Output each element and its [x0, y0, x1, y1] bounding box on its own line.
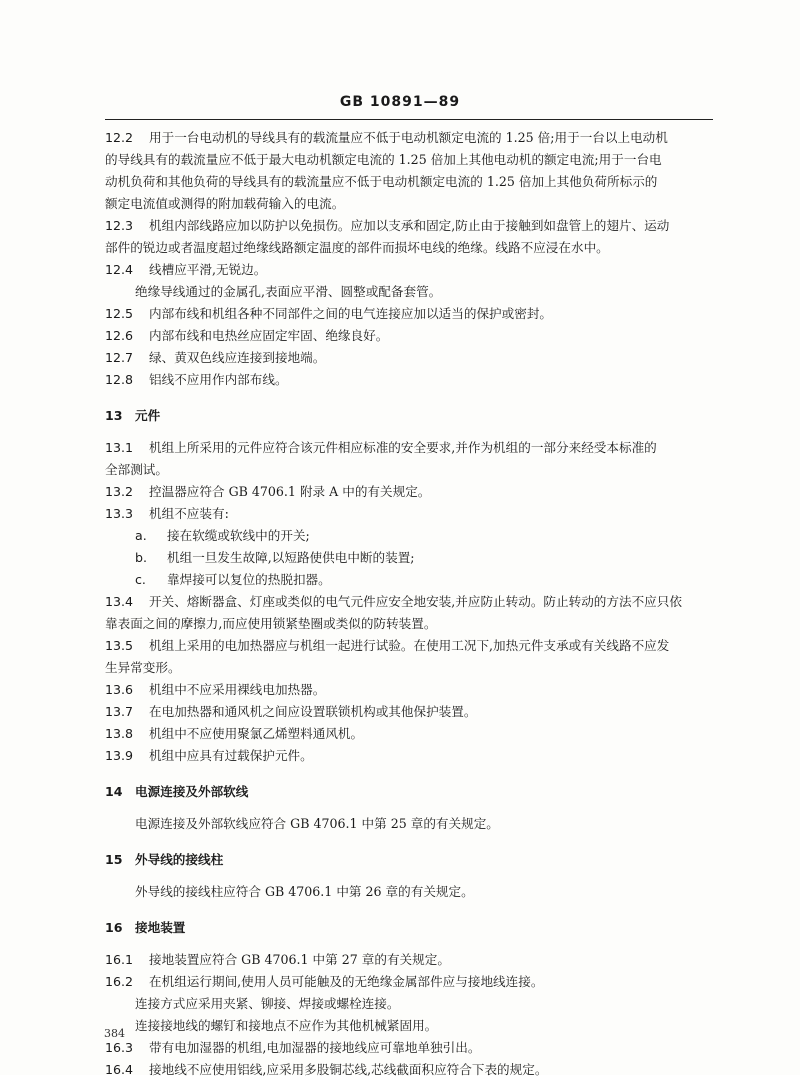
clause-13-5	[105, 635, 713, 679]
clause-text: 在电加热器和通风机之间应设置联锁机构或其他保护装置。	[149, 704, 477, 719]
clause-text: 控温器应符合 GB 4706.1 附录 A 中的有关规定。	[149, 484, 431, 499]
section-title: 元件	[135, 408, 161, 423]
clause-number: 16.3	[105, 1040, 134, 1055]
clause-text: 内部布线和机组各种不同部件之间的电气连接应加以适当的保护或密封。	[149, 306, 552, 321]
clause-text-line: 全部测试。	[105, 462, 168, 477]
clause-number: 16.1	[105, 952, 134, 967]
clause-text-line: 靠表面之间的摩擦力,而应使用锁紧垫圈或类似的防转装置。	[105, 616, 437, 631]
clause-number: 13.6	[105, 682, 134, 697]
section-14-body: 电源连接及外部软线应符合 GB 4706.1 中第 25 章的有关规定。	[135, 816, 499, 831]
clause-16-1	[105, 949, 713, 971]
clause-13-8	[105, 723, 713, 745]
sub-item-text: 机组一旦发生故障,以短路使供电中断的装置;	[167, 550, 415, 565]
clause-13-6	[105, 679, 713, 701]
clause-text: 接地装置应符合 GB 4706.1 中第 27 章的有关规定。	[149, 952, 450, 967]
clause-number: 13.9	[105, 748, 134, 763]
clause-text: 机组中不应采用裸线电加热器。	[149, 682, 326, 697]
sub-item-b	[105, 547, 713, 569]
clause-number: 13.2	[105, 484, 134, 499]
sub-item-a	[105, 525, 713, 547]
clause-16-2	[105, 971, 713, 1037]
clause-12-4	[105, 259, 713, 303]
clause-number: 12.2	[105, 130, 134, 145]
section-number: 15	[105, 852, 123, 867]
clause-12-7	[105, 347, 713, 369]
clause-12-2	[105, 127, 713, 215]
clause-text: 接地线不应使用铝线,应采用多股铜芯线,芯线截面积应符合下表的规定。	[149, 1062, 548, 1077]
clause-text: 机组上采用的电加热器应与机组一起进行试验。在使用工况下,加热元件支承或有关线路不应发	[149, 638, 670, 653]
clause-text: 铝线不应用作内部布线。	[149, 372, 288, 387]
sub-item-text: 接在软缆或软线中的开关;	[167, 528, 310, 543]
sub-item-label: c.	[135, 572, 146, 587]
section-title: 接地装置	[135, 920, 186, 935]
clause-12-8	[105, 369, 713, 391]
clause-text: 开关、熔断器盒、灯座或类似的电气元件应安全地安装,并应防止转动。防止转动的方法不应只依	[149, 594, 682, 609]
sub-item-c	[105, 569, 713, 591]
clause-number: 13.8	[105, 726, 134, 741]
clause-text-line: 生异常变形。	[105, 660, 181, 675]
clause-12-5	[105, 303, 713, 325]
clause-13-9	[105, 745, 713, 767]
clause-13-3	[105, 503, 713, 525]
sub-item-label: a.	[135, 528, 147, 543]
sub-item-label: b.	[135, 550, 147, 565]
clause-text: 机组中应具有过载保护元件。	[149, 748, 313, 763]
clause-number: 12.6	[105, 328, 134, 343]
section-14-heading	[105, 781, 713, 803]
section-15-body: 外导线的接线柱应符合 GB 4706.1 中第 26 章的有关规定。	[135, 884, 474, 899]
clause-number: 13.7	[105, 704, 134, 719]
clause-text-line: 连接接地线的螺钉和接地点不应作为其他机械紧固用。	[135, 1018, 438, 1033]
clause-12-3	[105, 215, 713, 259]
clause-13-1	[105, 437, 713, 481]
clause-text: 线槽应平滑,无锐边。	[149, 262, 267, 277]
clause-text: 在机组运行期间,使用人员可能触及的无绝缘金属部件应与接地线连接。	[149, 974, 544, 989]
section-title: 电源连接及外部软线	[135, 784, 249, 799]
section-16-heading	[105, 917, 713, 939]
page-header: GB 10891—89	[339, 94, 461, 110]
section-number: 13	[105, 408, 123, 423]
section-15-heading	[105, 849, 713, 871]
clause-number: 12.5	[105, 306, 134, 321]
clause-text-line: 额定电流值或测得的附加载荷输入的电流。	[105, 196, 345, 211]
clause-16-3	[105, 1037, 713, 1059]
clause-text: 机组不应装有:	[149, 506, 229, 521]
header-rule	[105, 119, 713, 120]
section-13-heading	[105, 405, 713, 427]
section-number: 14	[105, 784, 123, 799]
clause-number: 13.3	[105, 506, 134, 521]
clause-number: 13.1	[105, 440, 134, 455]
clause-text-line: 动机负荷和其他负荷的导线具有的载流量应不低于电动机额定电流的 1.25 倍加上其他负荷所标示的	[105, 174, 658, 189]
clause-text-line: 部件的锐边或者温度超过绝缘线路额定温度的部件而损坏电线的绝缘。线路不应浸在水中。	[105, 240, 609, 255]
clause-text-line: 绝缘导线通过的金属孔,表面应平滑、圆整或配备套管。	[135, 284, 442, 299]
clause-12-6	[105, 325, 713, 347]
clause-number: 16.4	[105, 1062, 134, 1077]
clause-number: 12.8	[105, 372, 134, 387]
sub-item-text: 靠焊接可以复位的热脱扣器。	[167, 572, 331, 587]
clause-number: 12.4	[105, 262, 134, 277]
clause-number: 12.7	[105, 350, 134, 365]
section-number: 16	[105, 920, 123, 935]
clause-text: 内部布线和电热丝应固定牢固、绝缘良好。	[149, 328, 389, 343]
clause-text: 机组内部线路应加以防护以免损伤。应加以支承和固定,防止由于接触到如盘管上的翅片、运动	[149, 218, 670, 233]
clause-number: 16.2	[105, 974, 134, 989]
document-body	[105, 127, 713, 1081]
clause-13-4	[105, 591, 713, 635]
clause-text: 机组中不应使用聚氯乙烯塑料通风机。	[149, 726, 364, 741]
page-number: 384	[104, 1027, 125, 1040]
clause-number: 12.3	[105, 218, 134, 233]
clause-13-2	[105, 481, 713, 503]
clause-text-line: 连接方式应采用夹紧、铆接、焊接或螺栓连接。	[135, 996, 400, 1011]
clause-16-4	[105, 1059, 713, 1081]
clause-text: 机组上所采用的元件应符合该元件相应标准的安全要求,并作为机组的一部分来经受本标准的	[149, 440, 657, 455]
clause-text-line: 的导线具有的载流量应不低于最大电动机额定电流的 1.25 倍加上其他电动机的额定电流;用于一台电	[105, 152, 662, 167]
clause-text: 用于一台电动机的导线具有的载流量应不低于电动机额定电流的 1.25 倍;用于一台以上电动机	[149, 130, 668, 145]
clause-text: 带有电加湿器的机组,电加湿器的接地线应可靠地单独引出。	[149, 1040, 481, 1055]
clause-13-7	[105, 701, 713, 723]
section-title: 外导线的接线柱	[135, 852, 224, 867]
clause-number: 13.4	[105, 594, 134, 609]
clause-text: 绿、黄双色线应连接到接地端。	[149, 350, 326, 365]
clause-number: 13.5	[105, 638, 134, 653]
